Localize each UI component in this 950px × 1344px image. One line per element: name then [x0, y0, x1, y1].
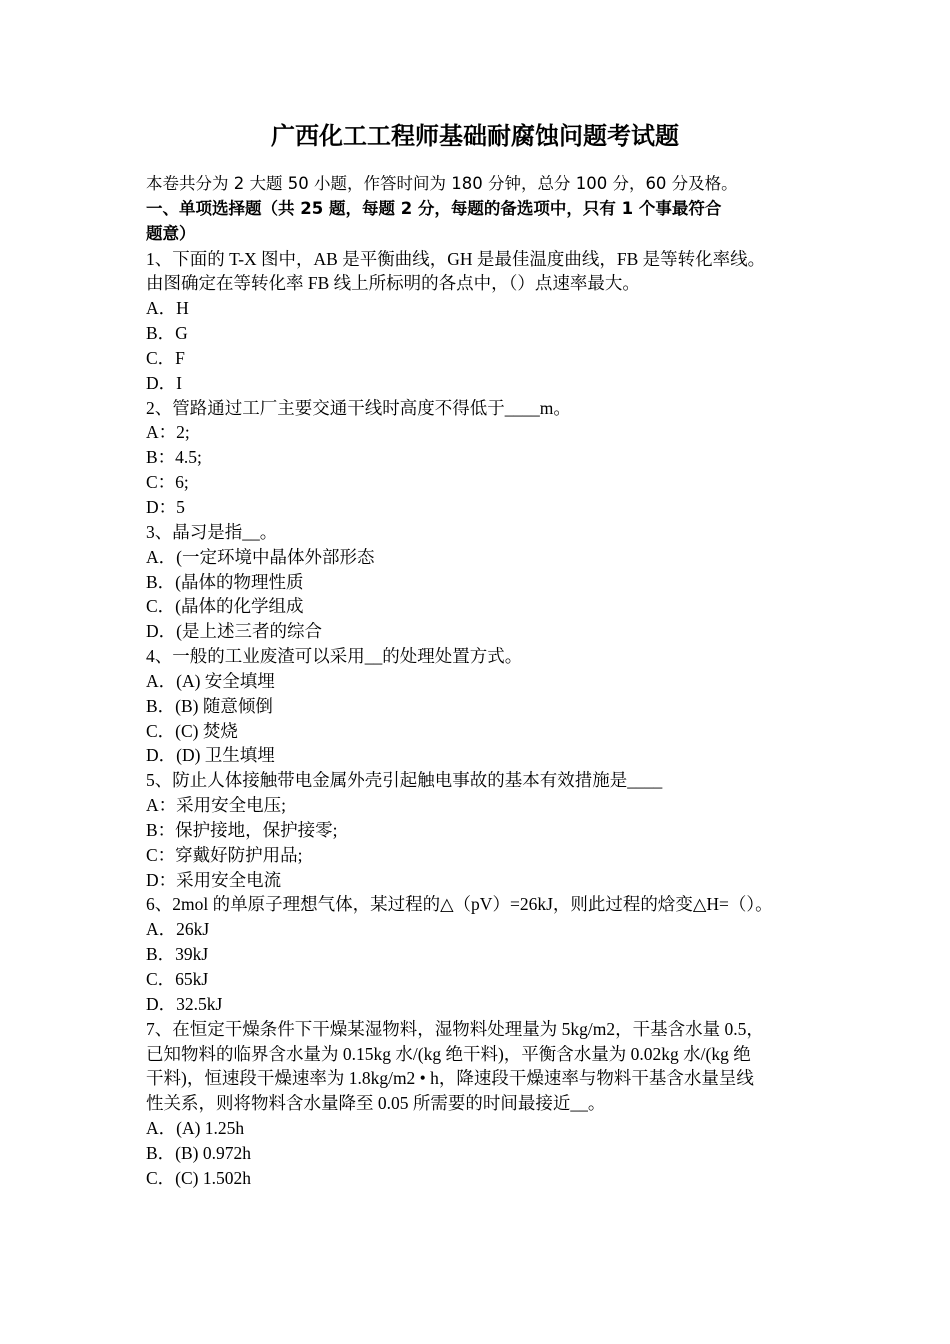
question-line: 已知物料的临界含水量为 0.15kg 水/(kg 绝干料)，平衡含水量为 0.02kg 水/(kg 绝 — [146, 1043, 751, 1064]
question-line: C．(C) 1.502h — [146, 1167, 251, 1188]
question-line: 4、一般的工业废渣可以采用__的处理处置方式。 — [146, 646, 523, 667]
question-line: C．F — [146, 347, 185, 368]
question-line: C．65kJ — [146, 969, 209, 989]
question-line: B．(B) 随意倾倒 — [146, 695, 273, 716]
question-line: 6、2mol 的单原子理想气体，某过程的△（pV）=26kJ，则此过程的焓变△H=（）。 — [146, 894, 773, 915]
question-line: B．(B) 0.972h — [146, 1142, 251, 1163]
section-heading: 一、单项选择题（共 25 题，每题 2 分，每题的备选项中，只有 1 个事最符合 — [146, 198, 722, 218]
question-line: 5、防止人体接触带电金属外壳引起触电事故的基本有效措施是____ — [146, 770, 663, 791]
question-list — [146, 247, 816, 1191]
question-line: A：2; — [146, 422, 190, 443]
section-heading-continued: 题意） — [146, 223, 196, 243]
question-line: D：采用安全电流 — [146, 869, 282, 890]
question-line: B．G — [146, 323, 188, 344]
question-line: B：4.5; — [146, 447, 202, 468]
document-title: 广西化工工程师基础耐腐蚀问题考试题 — [271, 121, 679, 150]
question-line: B．(晶体的物理性质 — [146, 571, 304, 592]
question-line: B．39kJ — [146, 944, 209, 965]
question-line: C：穿戴好防护用品; — [146, 844, 303, 865]
question-line: 性关系，则将物料含水量降至 0.05 所需要的时间最接近__。 — [146, 1093, 606, 1114]
question-line: A．(一定环境中晶体外部形态 — [146, 546, 375, 567]
question-line: A．26kJ — [146, 919, 210, 940]
question-line: C．(C) 焚烧 — [146, 720, 238, 741]
question-line: D．32.5kJ — [146, 993, 223, 1014]
question-line: 3、晶习是指__。 — [146, 521, 278, 542]
question-line: A．H — [146, 298, 189, 319]
question-line: B：保护接地，保护接零; — [146, 819, 338, 840]
question-line: A：采用安全电压; — [146, 795, 286, 816]
question-line: 2、管路通过工厂主要交通干线时高度不得低于____m。 — [146, 397, 571, 418]
question-line: D．(D) 卫生填埋 — [146, 745, 275, 766]
document-body — [146, 172, 816, 1191]
question-line: C：6; — [146, 472, 189, 493]
question-line: A．(A) 安全填埋 — [146, 670, 275, 691]
exam-intro: 本卷共分为 2 大题 50 小题，作答时间为 180 分钟，总分 100 分，60 分及格。 — [146, 174, 738, 193]
question-line: D．I — [146, 372, 182, 393]
question-line: 1、下面的 T-X 图中，AB 是平衡曲线，GH 是最佳温度曲线，FB 是等转化率线。 — [146, 248, 766, 269]
question-line: 干料)，恒速段干燥速率为 1.8kg/m2 • h，降速段干燥速率与物料干基含水量呈线 — [146, 1068, 754, 1089]
question-line: A．(A) 1.25h — [146, 1118, 245, 1139]
question-line: 由图确定在等转化率 FB 线上所标明的各点中，（）点速率最大。 — [146, 273, 640, 294]
question-line: D．(是上述三者的综合 — [146, 621, 322, 642]
question-line: D：5 — [146, 496, 185, 517]
question-line: 7、在恒定干燥条件下干燥某湿物料，湿物料处理量为 5kg/m2，干基含水量 0.5， — [146, 1018, 764, 1039]
question-line: C．(晶体的化学组成 — [146, 596, 304, 617]
